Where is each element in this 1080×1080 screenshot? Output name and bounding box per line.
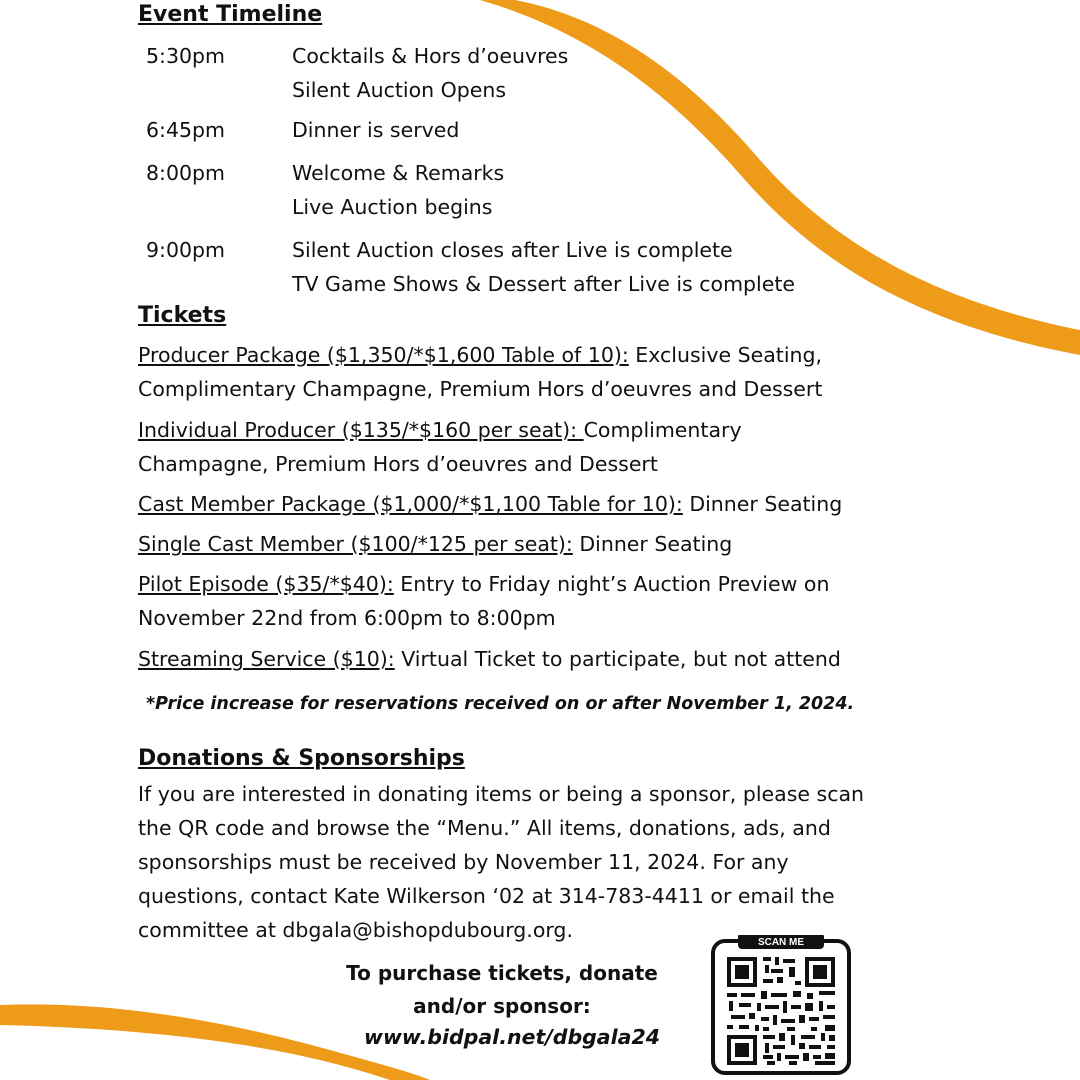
timeline-item-1b: Silent Auction Opens bbox=[292, 78, 507, 102]
ticket-desc: Dinner Seating bbox=[572, 532, 733, 556]
top-right-swoosh bbox=[480, 0, 1080, 355]
timeline-time-3: 8:00pm bbox=[146, 161, 226, 185]
ticket-label: Producer Package ($1,350/*$1,600 Table of 10): bbox=[138, 343, 629, 367]
timeline-item-3a: Welcome & Remarks bbox=[292, 161, 505, 185]
timeline-item-3b: Live Auction begins bbox=[292, 195, 493, 219]
ticket-label: Streaming Service ($10): bbox=[138, 647, 395, 671]
donations-line-1: If you are interested in donating items or being a sponsor, please scan bbox=[138, 782, 865, 806]
qr-code-icon[interactable] bbox=[711, 935, 851, 1075]
ticket-desc: Dinner Seating bbox=[682, 492, 843, 516]
bidpal-url-link[interactable]: www.bidpal.net/dbgala24 bbox=[364, 1025, 661, 1049]
ticket-desc: Entry to Friday night’s Auction Preview on bbox=[393, 572, 830, 596]
donations-line-2: the QR code and browse the “Menu.” All items, donations, ads, and bbox=[138, 816, 831, 840]
ticket-label: Individual Producer ($135/*$160 per seat): bbox=[138, 418, 584, 442]
ticket-label: Pilot Episode ($35/*$40): bbox=[138, 572, 394, 596]
ticket-desc-cont: Complimentary Champagne, Premium Hors d’oeuvres and Dessert bbox=[138, 377, 823, 401]
cta-line-1: To purchase tickets, donate bbox=[346, 961, 658, 985]
timeline-heading: Event Timeline bbox=[138, 2, 323, 27]
ticket-individual-producer bbox=[138, 413, 742, 447]
timeline-item-4b: TV Game Shows & Dessert after Live is complete bbox=[292, 272, 796, 296]
ticket-cast-member-package bbox=[138, 487, 842, 521]
donations-line-3: sponsorships must be received by November 11, 2024. For any bbox=[138, 850, 789, 874]
ticket-desc-cont: November 22nd from 6:00pm to 8:00pm bbox=[138, 606, 556, 630]
timeline-time-4: 9:00pm bbox=[146, 238, 226, 262]
price-increase-note: *Price increase for reservations received on or after November 1, 2024. bbox=[146, 694, 855, 714]
tickets-heading: Tickets bbox=[138, 303, 227, 328]
scan-me-label: SCAN ME bbox=[757, 937, 805, 948]
ticket-label: Cast Member Package ($1,000/*$1,100 Table for 10): bbox=[138, 492, 683, 516]
ticket-desc: Virtual Ticket to participate, but not attend bbox=[394, 647, 841, 671]
donations-line-4: questions, contact Kate Wilkerson ‘02 at 314-783-4411 or email the bbox=[138, 884, 835, 908]
ticket-streaming-service bbox=[138, 642, 841, 676]
ticket-producer-package bbox=[138, 338, 822, 372]
cta-line-2: and/or sponsor: bbox=[413, 994, 591, 1018]
timeline-item-1a: Cocktails & Hors d’oeuvres bbox=[292, 44, 569, 68]
timeline-item-2a: Dinner is served bbox=[292, 118, 460, 142]
ticket-desc-cont: Champagne, Premium Hors d’oeuvres and Dessert bbox=[138, 452, 658, 476]
donations-line-5: committee at dbgala@bishopdubourg.org. bbox=[138, 918, 573, 942]
ticket-desc: Exclusive Seating, bbox=[628, 343, 823, 367]
ticket-single-cast-member bbox=[138, 527, 732, 561]
ticket-pilot-episode bbox=[138, 567, 829, 601]
timeline-item-4a: Silent Auction closes after Live is complete bbox=[292, 238, 733, 262]
timeline-time-1: 5:30pm bbox=[146, 44, 226, 68]
donations-heading: Donations & Sponsorships bbox=[138, 746, 465, 771]
ticket-desc: Complimentary bbox=[583, 418, 742, 442]
timeline-time-2: 6:45pm bbox=[146, 118, 226, 142]
ticket-label: Single Cast Member ($100/*125 per seat): bbox=[138, 532, 573, 556]
